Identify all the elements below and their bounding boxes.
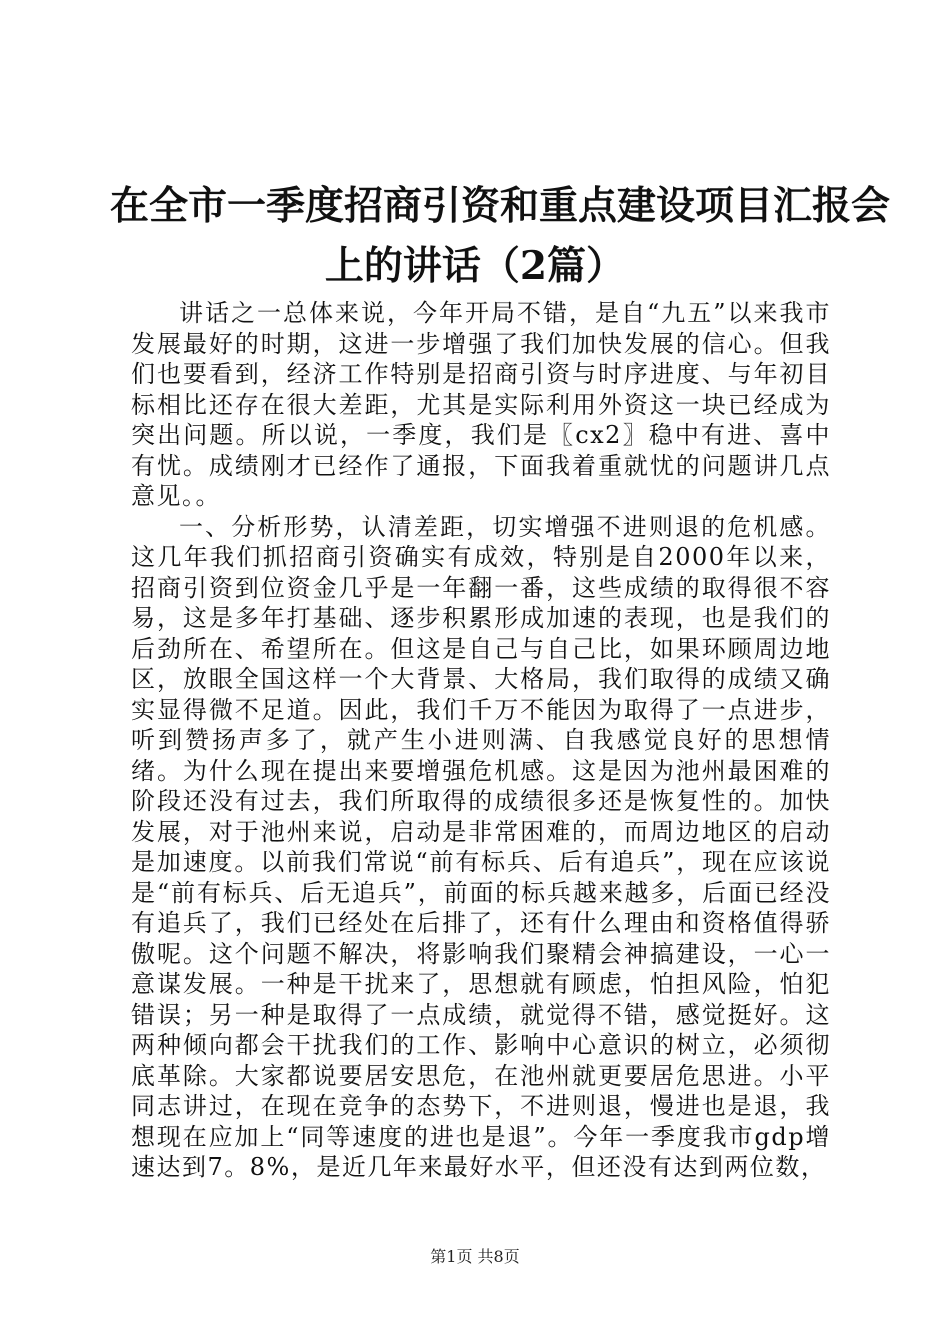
page-footer: 第1页 共8页 <box>430 1247 520 1266</box>
paragraph-2: 一、分析形势，认清差距，切实增强不进则退的危机感。这几年我们抓招商引资确实有成效，特别是自2000年以来，招商引资到位资金几乎是一年翻一番，这些成绩的取得很不容易，这是多年打基础、逐步积累形成加速的表现，也是我们的后劲所在、希望所在。但这是自己与自己比，如果环顾周边地区，放眼全国这样一个大背景、大格局，我们取得的成绩又确实显得微不足道。因此，我们千万不能因为取得了一点进步，听到赞扬声多了，就产生小进则满、自我感觉良好的思想情绪。为什么现在提出来要增强危机感。这是因为池州最困难的阶段还没有过去，我们所取得的成绩很多还是恢复性的。加快发展，对于池州来说，启动是非常困难的，而周边地区的启动是加速度。以前我们常说“前有标兵、后有追兵”，现在应该说是“前有标兵、后无追兵”，前面的标兵越来越多，后面已经没有追兵了，我们已经处在后排了，还有什么理由和资格值得骄傲呢。这个问题不解决，将影响我们聚精会神搞建设，一心一意谋发展。一种是干扰来了，思想就有顾虑，怕担风险，怕犯错误；另一种是取得了一点成绩，就觉得不错，感觉挺好。这两种倾向都会干扰我们的工作、影响中心意识的树立，必须彻底革除。大家都说要居安思危，在池州就更要居危思进。小平同志讲过，在现在竞争的态势下，不进则退，慢进也是退，我想现在应加上“同等速度的进也是退”。今年一季度我市gdp增速达到7。8%，是近几年来最好水平，但还没有达到两位数， <box>131 512 831 1181</box>
paragraph-1: 讲话之一总体来说，今年开局不错，是自“九五”以来我市发展最好的时期，这进一步增强了我们加快发展的信心。但我们也要看到，经济工作特别是招商引资与时序进度、与年初目标相比还存在很大差距，尤其是实际利用外资这一块已经成为突出问题。所以说，一季度，我们是〖cx2〗稳中有进、喜中有忧。成绩刚才已经作了通报，下面我着重就忧的问题讲几点意见。。 <box>131 299 831 510</box>
document-title-line-2: 上的讲话（2篇） <box>324 243 626 289</box>
document-body <box>131 298 831 1183</box>
document-title-line-1: 在全市一季度招商引资和重点建设项目汇报会 <box>110 183 891 229</box>
